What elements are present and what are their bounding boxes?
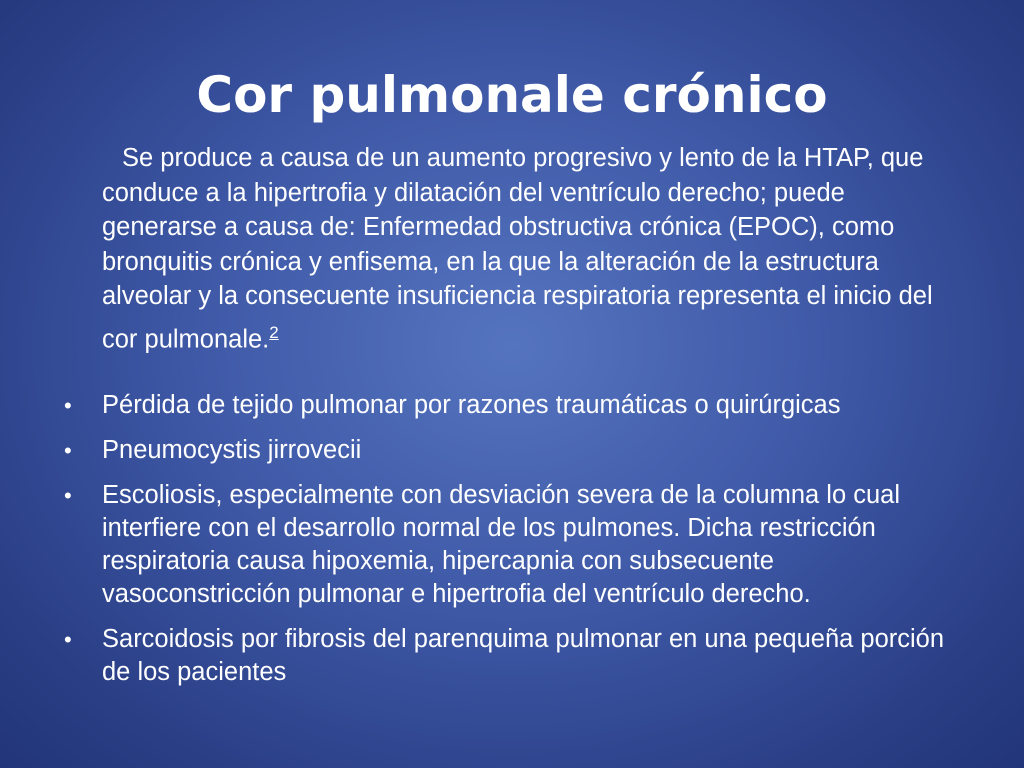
footnote-link[interactable]: 2: [269, 322, 279, 342]
list-item: [60, 479, 960, 611]
bullet-icon: •: [64, 627, 72, 652]
list-item: [60, 623, 960, 689]
list-item: [60, 434, 960, 467]
list-item-text: Pérdida de tejido pulmonar por razones traumáticas o quirúrgicas: [102, 391, 841, 419]
list-item-text: Pneumocystis jirrovecii: [102, 436, 362, 464]
bullet-icon: •: [64, 483, 72, 508]
list-item-text: Sarcoidosis por fibrosis del parenquima pulmonar en una pequeña porción de los pacientes: [102, 625, 945, 686]
bullet-list: [60, 389, 960, 701]
list-item: [60, 389, 960, 422]
intro-paragraph: [102, 141, 962, 357]
list-item-text: Escoliosis, especialmente con desviación severa de la columna lo cual interfiere con el desarrollo normal de los pulmones. Dicha restricción respiratoria causa hipoxemia, hipercapnia con subsecuente vasoconstricción pulmonar e hipertrofia del ventrículo derecho.: [102, 481, 901, 608]
slide-title: Cor pulmonale crónico: [196, 66, 828, 124]
bullet-icon: •: [64, 438, 72, 463]
intro-text: Se produce a causa de un aumento progresivo y lento de la HTAP, que conduce a la hipertrofia y dilatación del ventrículo derecho; puede generarse a causa de: Enfermedad obstructiva crónica (EPOC), como bronquitis crónica y enfisema, en la que la alteración de la estructura alveolar y la consecuente insuficiencia respiratoria representa el inicio del cor pulmonale.: [102, 144, 933, 353]
bullet-icon: •: [64, 393, 72, 418]
footnote-ref: [269, 319, 278, 343]
